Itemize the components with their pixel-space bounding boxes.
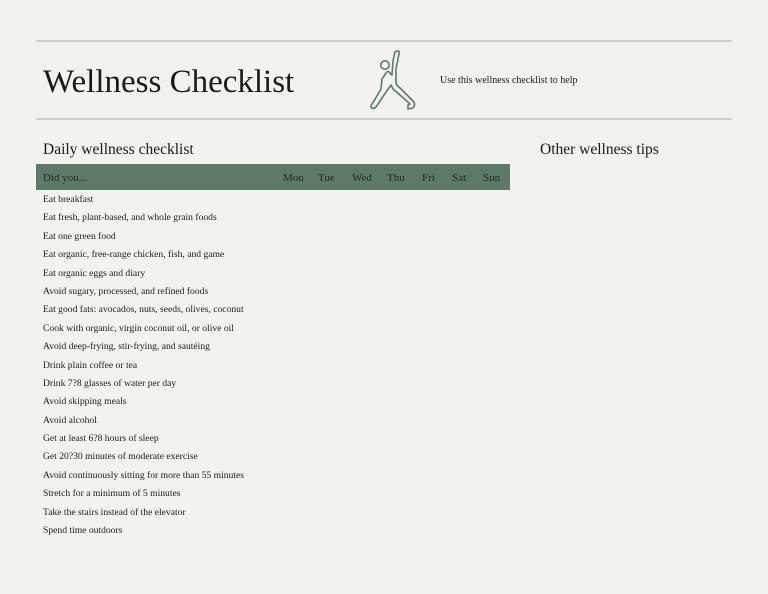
checklist-header-bar bbox=[36, 164, 510, 190]
list-item: Eat organic eggs and diary bbox=[43, 267, 146, 279]
day-header-wed: Wed bbox=[352, 172, 372, 184]
top-rule bbox=[36, 40, 732, 42]
list-item: Avoid skipping meals bbox=[43, 396, 127, 408]
list-item: Avoid continuously sitting for more than 55 minutes bbox=[43, 469, 245, 481]
other-tips-heading: Other wellness tips bbox=[540, 141, 659, 158]
day-header-sun: Sun bbox=[483, 172, 501, 184]
list-item: Take the stairs instead of the elevator bbox=[43, 506, 186, 518]
did-you-label: Did you... bbox=[43, 172, 87, 184]
day-header-mon: Mon bbox=[283, 172, 304, 184]
list-item: Drink plain coffee or tea bbox=[43, 359, 138, 371]
list-item: Spend time outdoors bbox=[43, 525, 123, 537]
header-bottom-rule bbox=[36, 118, 732, 120]
list-item: Eat one green food bbox=[43, 230, 116, 242]
intro-text: Use this wellness checklist to help bbox=[440, 75, 578, 86]
page-title: Wellness Checklist bbox=[43, 64, 295, 100]
list-item: Eat organic, free-range chicken, fish, and game bbox=[43, 249, 225, 261]
list-item: Get 20?30 minutes of moderate exercise bbox=[43, 451, 198, 463]
list-item: Avoid deep-frying, stir-frying, and sautéing bbox=[43, 341, 210, 353]
list-item: Eat fresh, plant-based, and whole grain foods bbox=[43, 212, 217, 224]
list-item: Eat breakfast bbox=[43, 194, 94, 205]
list-item: Drink 7?8 glasses of water per day bbox=[43, 377, 177, 389]
list-item: Get at least 6?8 hours of sleep bbox=[43, 433, 159, 445]
list-item: Avoid alcohol bbox=[43, 414, 97, 426]
list-item: Stretch for a minimum of 5 minutes bbox=[43, 488, 181, 500]
day-header-sat: Sat bbox=[452, 172, 467, 184]
day-header-tue: Tue bbox=[318, 172, 335, 184]
list-item: Eat good fats: avocados, nuts, seeds, olives, coconut bbox=[43, 304, 244, 316]
checklist-items bbox=[43, 191, 244, 540]
daily-checklist-heading: Daily wellness checklist bbox=[43, 141, 194, 158]
list-item: Avoid sugary, processed, and refined foods bbox=[43, 285, 209, 297]
yoga-pose-icon bbox=[368, 49, 418, 111]
list-item: Cook with organic, virgin coconut oil, or olive oil bbox=[43, 322, 234, 334]
day-header-fri: Fri bbox=[422, 172, 435, 184]
day-header-thu: Thu bbox=[387, 172, 405, 184]
